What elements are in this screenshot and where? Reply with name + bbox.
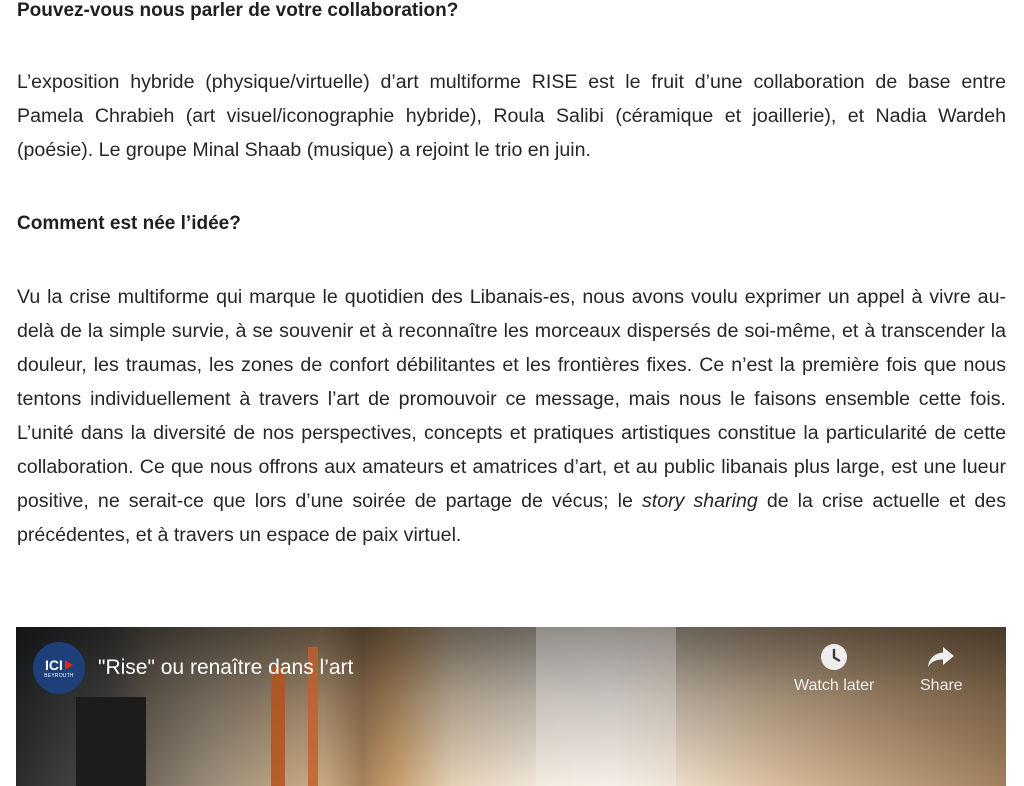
share-arrow-icon [926, 643, 956, 671]
paragraph-idea-text-2: de la crise actuelle et des précédentes, et à travers un espace de paix virtuel. [17, 490, 1006, 546]
video-thumbnail-shape [536, 627, 676, 786]
video-thumbnail-shape [271, 667, 285, 786]
video-title[interactable]: "Rise" ou renaître dans l’art [98, 656, 354, 679]
channel-logo-mark [45, 658, 73, 672]
video-embed[interactable] [16, 627, 1006, 786]
share-label: Share [920, 677, 963, 694]
paragraph-idea-italic: story sharing [641, 490, 758, 512]
paragraph-idea-text-1: Vu la crise multiforme qui marque le quotidien des Libanais-es, nous avons voulu exprimer un appel à vivre au-delà de la simple survie, à se souvenir et à reconnaître les morceaux dispersés de soi-même, et à transcender la douleur, les traumas, les zones de confort débilitantes et les frontières fixes. Ce n’est la première fois que nous tentons individuellement à travers l’art de promouvoir ce message, mais nous le faisons ensemble cette fois. L’unité dans la diversité de nos perspectives, concepts et pratiques artistiques constitue la particularité de cette collaboration. Ce que nous offrons aux amateurs et amatrices d’art, et au public libanais plus large, est une lueur positive, ne serait-ce que lors d’une soirée de partage de vécus; le [17, 286, 1006, 512]
question-idea: Comment est née l’idée? [17, 213, 241, 234]
question-collaboration: Pouvez-vous nous parler de votre collaboration? [17, 0, 459, 21]
play-triangle-icon [65, 660, 73, 670]
clock-icon [820, 643, 848, 671]
watch-later-button[interactable] [794, 643, 874, 695]
paragraph-idea [17, 280, 1006, 552]
channel-logo-text: ICI [45, 656, 63, 673]
paragraph-collaboration: L’exposition hybride (physique/virtuelle) d’art multiforme RISE est le fruit d’une collaboration de base entre Pamela Chrabieh (art visuel/iconographie hybride), Roula Salibi (céramique et joaillerie), et Nadia Wardeh (poésie). Le groupe Minal Shaab (musique) a rejoint le trio en juin. [17, 71, 1006, 161]
channel-logo[interactable] [33, 642, 85, 694]
share-button[interactable] [920, 643, 963, 695]
watch-later-label: Watch later [794, 677, 875, 694]
video-thumbnail-shape [76, 697, 146, 786]
channel-logo-subtext: BEYROUTH [44, 672, 74, 679]
